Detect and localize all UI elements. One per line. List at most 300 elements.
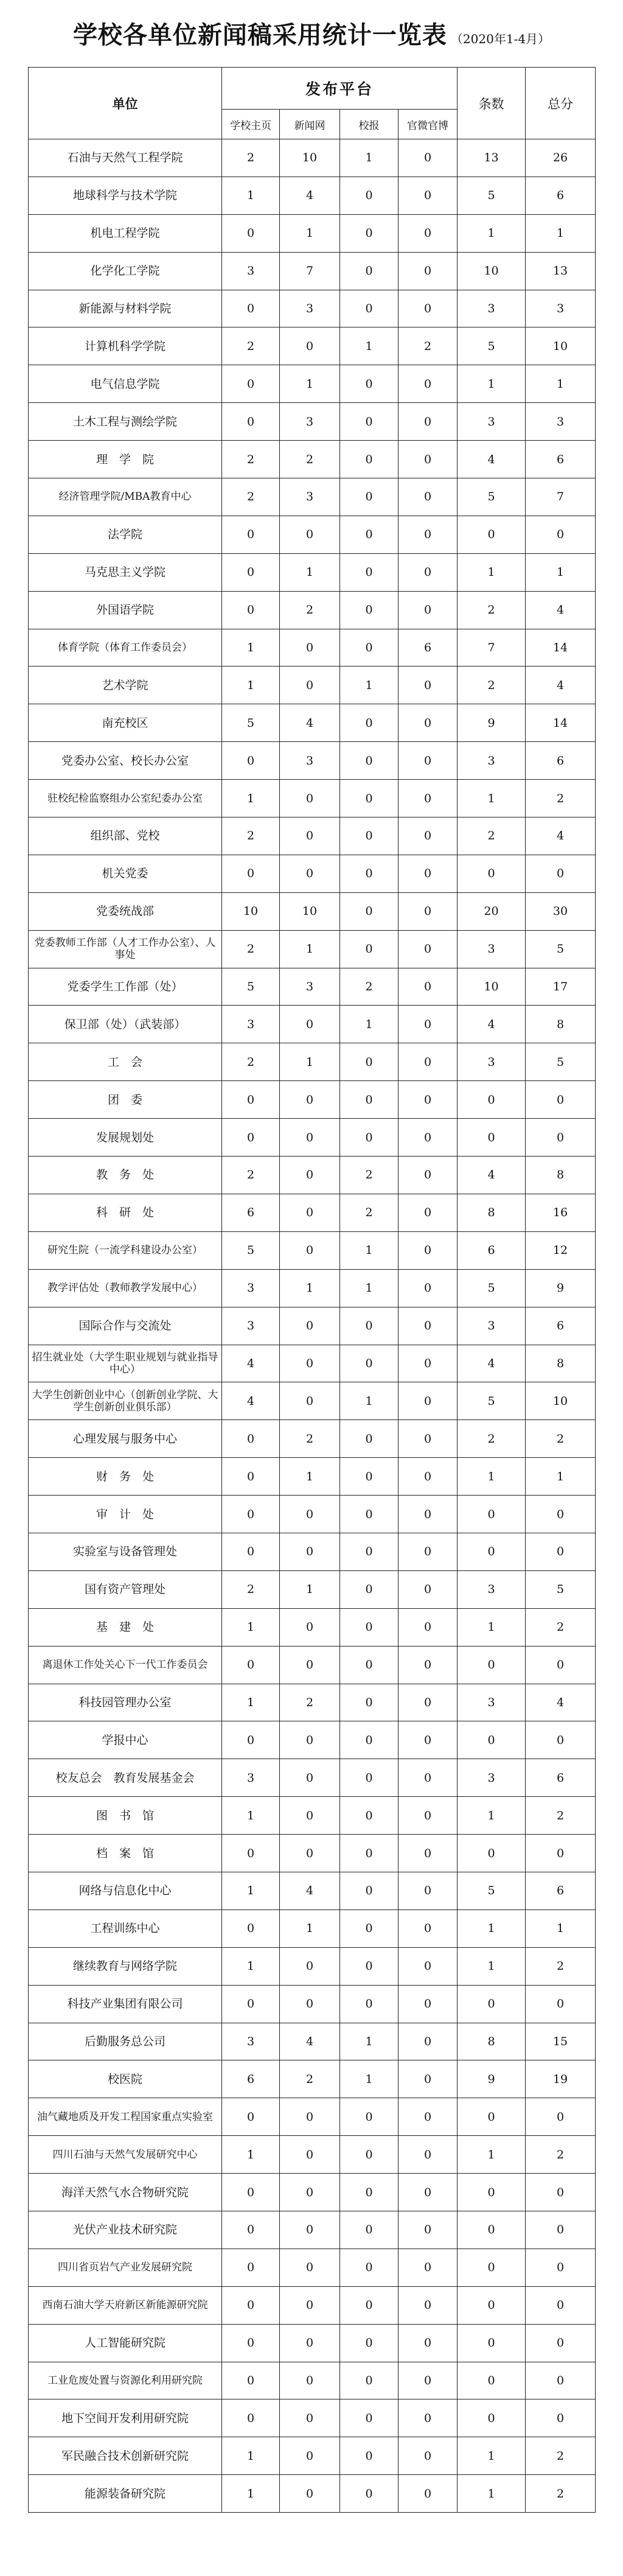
cell-count: 13 bbox=[458, 139, 526, 177]
cell-unit: 财 务 处 bbox=[29, 1458, 222, 1496]
cell-newsweb: 0 bbox=[280, 2286, 340, 2324]
cell-paper: 0 bbox=[340, 2475, 399, 2513]
cell-score: 0 bbox=[526, 1985, 596, 2023]
cell-score: 1 bbox=[526, 1458, 596, 1496]
cell-score: 14 bbox=[526, 704, 596, 742]
cell-homepage: 1 bbox=[222, 2475, 280, 2513]
cell-unit: 发展规划处 bbox=[29, 1119, 222, 1157]
cell-score: 2 bbox=[526, 1420, 596, 1458]
cell-score: 10 bbox=[526, 327, 596, 365]
cell-newsweb: 4 bbox=[280, 704, 340, 742]
cell-homepage: 0 bbox=[222, 2249, 280, 2286]
cell-homepage: 6 bbox=[222, 1194, 280, 1231]
cell-score: 1 bbox=[526, 365, 596, 403]
cell-count: 20 bbox=[458, 892, 526, 930]
cell-paper: 0 bbox=[340, 1872, 399, 1909]
cell-count: 5 bbox=[458, 1269, 526, 1307]
cell-count: 5 bbox=[458, 1872, 526, 1909]
cell-newsweb: 1 bbox=[280, 1909, 340, 1947]
cell-weibo: 0 bbox=[399, 214, 458, 252]
cell-score: 0 bbox=[526, 1119, 596, 1157]
cell-newsweb: 0 bbox=[280, 1496, 340, 1533]
cell-newsweb: 0 bbox=[280, 1797, 340, 1835]
cell-score: 6 bbox=[526, 1872, 596, 1909]
cell-count: 1 bbox=[458, 553, 526, 591]
cell-weibo: 0 bbox=[399, 1608, 458, 1646]
cell-newsweb: 0 bbox=[280, 1608, 340, 1646]
cell-unit: 海洋天然气水合物研究院 bbox=[29, 2174, 222, 2211]
cell-homepage: 3 bbox=[222, 1307, 280, 1345]
table-row bbox=[29, 2249, 596, 2286]
cell-count: 0 bbox=[458, 2286, 526, 2324]
cell-count: 4 bbox=[458, 1157, 526, 1194]
cell-weibo: 0 bbox=[399, 1081, 458, 1119]
cell-homepage: 0 bbox=[222, 1081, 280, 1119]
cell-score: 4 bbox=[526, 591, 596, 629]
cell-weibo: 0 bbox=[399, 403, 458, 441]
cell-count: 4 bbox=[458, 1006, 526, 1043]
cell-count: 2 bbox=[458, 817, 526, 855]
cell-paper: 1 bbox=[340, 1269, 399, 1307]
table-row bbox=[29, 1458, 596, 1496]
cell-homepage: 1 bbox=[222, 780, 280, 817]
cell-homepage: 1 bbox=[222, 1608, 280, 1646]
cell-paper: 0 bbox=[340, 441, 399, 478]
cell-paper: 1 bbox=[340, 1382, 399, 1420]
cell-homepage: 3 bbox=[222, 1269, 280, 1307]
cell-paper: 0 bbox=[340, 1420, 399, 1458]
cell-unit: 心理发展与服务中心 bbox=[29, 1420, 222, 1458]
cell-homepage: 0 bbox=[222, 1420, 280, 1458]
cell-weibo: 0 bbox=[399, 968, 458, 1006]
cell-paper: 1 bbox=[340, 2060, 399, 2098]
cell-paper: 0 bbox=[340, 1119, 399, 1157]
cell-count: 1 bbox=[458, 2136, 526, 2174]
table-row bbox=[29, 2023, 596, 2060]
cell-newsweb: 3 bbox=[280, 968, 340, 1006]
cell-unit: 艺术学院 bbox=[29, 667, 222, 704]
cell-weibo: 0 bbox=[399, 1797, 458, 1835]
cell-weibo: 0 bbox=[399, 1157, 458, 1194]
table-row bbox=[29, 177, 596, 214]
table-row bbox=[29, 1835, 596, 1872]
cell-weibo: 0 bbox=[399, 1570, 458, 1608]
table-row bbox=[29, 1570, 596, 1608]
cell-unit: 机电工程学院 bbox=[29, 214, 222, 252]
cell-weibo: 0 bbox=[399, 1909, 458, 1947]
cell-count: 9 bbox=[458, 2060, 526, 2098]
table-row bbox=[29, 2475, 596, 2513]
table-row bbox=[29, 441, 596, 478]
cell-score: 8 bbox=[526, 1006, 596, 1043]
cell-score: 5 bbox=[526, 1043, 596, 1081]
cell-newsweb: 0 bbox=[280, 1985, 340, 2023]
cell-count: 1 bbox=[458, 1797, 526, 1835]
cell-weibo: 0 bbox=[399, 553, 458, 591]
cell-count: 10 bbox=[458, 252, 526, 290]
cell-homepage: 1 bbox=[222, 177, 280, 214]
cell-homepage: 1 bbox=[222, 1947, 280, 1985]
cell-paper: 0 bbox=[340, 1345, 399, 1382]
cell-count: 0 bbox=[458, 855, 526, 892]
cell-paper: 2 bbox=[340, 968, 399, 1006]
cell-homepage: 6 bbox=[222, 2060, 280, 2098]
cell-newsweb: 0 bbox=[280, 1006, 340, 1043]
cell-score: 4 bbox=[526, 667, 596, 704]
cell-score: 6 bbox=[526, 1307, 596, 1345]
cell-paper: 0 bbox=[340, 1496, 399, 1533]
cell-weibo: 0 bbox=[399, 1269, 458, 1307]
cell-score: 1 bbox=[526, 214, 596, 252]
header-unit: 单位 bbox=[29, 68, 222, 139]
cell-paper: 0 bbox=[340, 1759, 399, 1797]
cell-weibo: 0 bbox=[399, 1458, 458, 1496]
cell-unit: 校医院 bbox=[29, 2060, 222, 2098]
cell-score: 6 bbox=[526, 441, 596, 478]
cell-unit: 工 会 bbox=[29, 1043, 222, 1081]
cell-count: 4 bbox=[458, 441, 526, 478]
cell-count: 8 bbox=[458, 2023, 526, 2060]
cell-weibo: 0 bbox=[399, 2023, 458, 2060]
cell-count: 0 bbox=[458, 516, 526, 553]
cell-homepage: 0 bbox=[222, 1119, 280, 1157]
cell-count: 3 bbox=[458, 742, 526, 780]
cell-newsweb: 7 bbox=[280, 252, 340, 290]
table-row bbox=[29, 1345, 596, 1382]
cell-weibo: 0 bbox=[399, 2362, 458, 2399]
cell-newsweb: 0 bbox=[280, 817, 340, 855]
cell-paper: 0 bbox=[340, 2286, 399, 2324]
cell-paper: 0 bbox=[340, 365, 399, 403]
table-row bbox=[29, 1947, 596, 1985]
cell-paper: 1 bbox=[340, 139, 399, 177]
table-row bbox=[29, 214, 596, 252]
cell-count: 1 bbox=[458, 2437, 526, 2475]
cell-newsweb: 0 bbox=[280, 1947, 340, 1985]
cell-paper: 0 bbox=[340, 214, 399, 252]
cell-count: 0 bbox=[458, 1496, 526, 1533]
cell-homepage: 0 bbox=[222, 1496, 280, 1533]
cell-count: 0 bbox=[458, 1119, 526, 1157]
cell-homepage: 0 bbox=[222, 2174, 280, 2211]
cell-homepage: 0 bbox=[222, 1533, 280, 1570]
table-row bbox=[29, 817, 596, 855]
cell-unit: 大学生创新创业中心（创新创业学院、大学生创新创业俱乐部） bbox=[29, 1382, 222, 1420]
cell-count: 1 bbox=[458, 365, 526, 403]
table-row bbox=[29, 855, 596, 892]
cell-unit: 外国语学院 bbox=[29, 591, 222, 629]
cell-score: 0 bbox=[526, 2399, 596, 2437]
cell-unit: 党委学生工作部（处） bbox=[29, 968, 222, 1006]
cell-count: 0 bbox=[458, 2211, 526, 2249]
header-count: 条数 bbox=[458, 68, 526, 139]
cell-newsweb: 3 bbox=[280, 478, 340, 516]
cell-weibo: 0 bbox=[399, 1496, 458, 1533]
cell-score: 5 bbox=[526, 930, 596, 968]
cell-unit: 新能源与材料学院 bbox=[29, 290, 222, 327]
cell-newsweb: 10 bbox=[280, 139, 340, 177]
cell-newsweb: 1 bbox=[280, 1269, 340, 1307]
table-row bbox=[29, 2060, 596, 2098]
table-row bbox=[29, 1382, 596, 1420]
cell-newsweb: 0 bbox=[280, 2136, 340, 2174]
cell-weibo: 0 bbox=[399, 2324, 458, 2362]
cell-homepage: 0 bbox=[222, 2362, 280, 2399]
cell-score: 6 bbox=[526, 742, 596, 780]
cell-score: 2 bbox=[526, 780, 596, 817]
cell-count: 5 bbox=[458, 177, 526, 214]
cell-score: 0 bbox=[526, 2362, 596, 2399]
header-platform-group: 发布平台 bbox=[222, 68, 458, 110]
cell-newsweb: 2 bbox=[280, 1684, 340, 1721]
table-row bbox=[29, 1608, 596, 1646]
cell-score: 19 bbox=[526, 2060, 596, 2098]
cell-homepage: 0 bbox=[222, 1985, 280, 2023]
cell-count: 0 bbox=[458, 1835, 526, 1872]
table-row bbox=[29, 968, 596, 1006]
title-date-range: （2020年1-4月） bbox=[450, 32, 551, 46]
cell-unit: 国际合作与交流处 bbox=[29, 1307, 222, 1345]
cell-unit: 科 研 处 bbox=[29, 1194, 222, 1231]
cell-count: 2 bbox=[458, 1420, 526, 1458]
cell-score: 4 bbox=[526, 1684, 596, 1721]
cell-homepage: 3 bbox=[222, 252, 280, 290]
cell-newsweb: 0 bbox=[280, 1345, 340, 1382]
cell-unit: 基 建 处 bbox=[29, 1608, 222, 1646]
cell-paper: 0 bbox=[340, 2362, 399, 2399]
cell-newsweb: 1 bbox=[280, 1458, 340, 1496]
cell-homepage: 4 bbox=[222, 1382, 280, 1420]
cell-paper: 0 bbox=[340, 1684, 399, 1721]
cell-homepage: 10 bbox=[222, 892, 280, 930]
table-row bbox=[29, 2211, 596, 2249]
cell-unit: 研究生院（一流学科建设办公室） bbox=[29, 1231, 222, 1269]
cell-score: 0 bbox=[526, 2098, 596, 2136]
cell-paper: 0 bbox=[340, 1835, 399, 1872]
table-row bbox=[29, 1909, 596, 1947]
cell-score: 9 bbox=[526, 1269, 596, 1307]
cell-homepage: 2 bbox=[222, 478, 280, 516]
cell-score: 12 bbox=[526, 1231, 596, 1269]
cell-count: 1 bbox=[458, 2475, 526, 2513]
table-row bbox=[29, 403, 596, 441]
cell-unit: 学报中心 bbox=[29, 1721, 222, 1759]
cell-newsweb: 2 bbox=[280, 591, 340, 629]
cell-count: 1 bbox=[458, 1608, 526, 1646]
cell-newsweb: 0 bbox=[280, 1382, 340, 1420]
cell-count: 6 bbox=[458, 1231, 526, 1269]
cell-score: 4 bbox=[526, 817, 596, 855]
cell-paper: 0 bbox=[340, 1081, 399, 1119]
header-platform-homepage: 学校主页 bbox=[222, 110, 280, 139]
cell-newsweb: 2 bbox=[280, 441, 340, 478]
cell-weibo: 0 bbox=[399, 2098, 458, 2136]
cell-unit: 校友总会 教育发展基金会 bbox=[29, 1759, 222, 1797]
cell-newsweb: 0 bbox=[280, 629, 340, 667]
cell-unit: 工业危废处置与资源化利用研究院 bbox=[29, 2362, 222, 2399]
cell-score: 0 bbox=[526, 1533, 596, 1570]
cell-paper: 0 bbox=[340, 2174, 399, 2211]
cell-paper: 0 bbox=[340, 1909, 399, 1947]
cell-score: 13 bbox=[526, 252, 596, 290]
cell-homepage: 2 bbox=[222, 817, 280, 855]
cell-count: 0 bbox=[458, 2249, 526, 2286]
cell-unit: 科技园管理办公室 bbox=[29, 1684, 222, 1721]
cell-unit: 能源装备研究院 bbox=[29, 2475, 222, 2513]
table-row bbox=[29, 742, 596, 780]
cell-count: 3 bbox=[458, 1043, 526, 1081]
cell-newsweb: 0 bbox=[280, 1646, 340, 1684]
table-row bbox=[29, 1533, 596, 1570]
cell-unit: 教 务 处 bbox=[29, 1157, 222, 1194]
cell-score: 1 bbox=[526, 553, 596, 591]
cell-paper: 0 bbox=[340, 1307, 399, 1345]
cell-count: 7 bbox=[458, 629, 526, 667]
cell-weibo: 0 bbox=[399, 591, 458, 629]
header-platform-paper: 校报 bbox=[340, 110, 399, 139]
cell-weibo: 0 bbox=[399, 1382, 458, 1420]
cell-unit: 地下空间开发利用研究院 bbox=[29, 2399, 222, 2437]
cell-unit: 油气藏地质及开发工程国家重点实验室 bbox=[29, 2098, 222, 2136]
table-row bbox=[29, 2362, 596, 2399]
cell-paper: 0 bbox=[340, 252, 399, 290]
cell-weibo: 0 bbox=[399, 1721, 458, 1759]
cell-unit: 档 案 馆 bbox=[29, 1835, 222, 1872]
cell-unit: 网络与信息化中心 bbox=[29, 1872, 222, 1909]
table-row bbox=[29, 1684, 596, 1721]
cell-newsweb: 0 bbox=[280, 2399, 340, 2437]
cell-paper: 0 bbox=[340, 2211, 399, 2249]
table-row bbox=[29, 1119, 596, 1157]
cell-newsweb: 0 bbox=[280, 1307, 340, 1345]
cell-newsweb: 1 bbox=[280, 1570, 340, 1608]
cell-weibo: 0 bbox=[399, 1420, 458, 1458]
cell-count: 0 bbox=[458, 1721, 526, 1759]
cell-paper: 2 bbox=[340, 1157, 399, 1194]
cell-score: 0 bbox=[526, 1646, 596, 1684]
cell-weibo: 0 bbox=[399, 2475, 458, 2513]
cell-paper: 0 bbox=[340, 1797, 399, 1835]
cell-homepage: 0 bbox=[222, 1458, 280, 1496]
cell-paper: 0 bbox=[340, 2399, 399, 2437]
table-row bbox=[29, 1721, 596, 1759]
cell-homepage: 2 bbox=[222, 441, 280, 478]
cell-score: 2 bbox=[526, 2475, 596, 2513]
table-row bbox=[29, 2136, 596, 2174]
cell-homepage: 0 bbox=[222, 2211, 280, 2249]
table-row bbox=[29, 2437, 596, 2475]
cell-paper: 0 bbox=[340, 2249, 399, 2286]
cell-homepage: 2 bbox=[222, 1043, 280, 1081]
cell-unit: 土木工程与测绘学院 bbox=[29, 403, 222, 441]
table-row bbox=[29, 553, 596, 591]
cell-paper: 0 bbox=[340, 516, 399, 553]
cell-unit: 石油与天然气工程学院 bbox=[29, 139, 222, 177]
cell-weibo: 0 bbox=[399, 780, 458, 817]
cell-paper: 1 bbox=[340, 1006, 399, 1043]
table-row bbox=[29, 1646, 596, 1684]
cell-weibo: 0 bbox=[399, 441, 458, 478]
cell-paper: 2 bbox=[340, 1194, 399, 1231]
cell-newsweb: 10 bbox=[280, 892, 340, 930]
cell-newsweb: 1 bbox=[280, 214, 340, 252]
cell-unit: 机关党委 bbox=[29, 855, 222, 892]
cell-weibo: 0 bbox=[399, 1194, 458, 1231]
cell-weibo: 0 bbox=[399, 1759, 458, 1797]
cell-unit: 后勤服务总公司 bbox=[29, 2023, 222, 2060]
cell-homepage: 0 bbox=[222, 1646, 280, 1684]
table-row bbox=[29, 1043, 596, 1081]
cell-homepage: 0 bbox=[222, 2399, 280, 2437]
cell-homepage: 0 bbox=[222, 855, 280, 892]
cell-count: 0 bbox=[458, 1646, 526, 1684]
cell-paper: 0 bbox=[340, 855, 399, 892]
cell-paper: 1 bbox=[340, 1231, 399, 1269]
cell-homepage: 0 bbox=[222, 553, 280, 591]
cell-score: 26 bbox=[526, 139, 596, 177]
cell-newsweb: 0 bbox=[280, 2098, 340, 2136]
table-row bbox=[29, 2174, 596, 2211]
cell-newsweb: 3 bbox=[280, 290, 340, 327]
header-platform-newsweb: 新闻网 bbox=[280, 110, 340, 139]
cell-count: 1 bbox=[458, 1947, 526, 1985]
table-row bbox=[29, 2286, 596, 2324]
cell-newsweb: 0 bbox=[280, 1194, 340, 1231]
title-main: 学校各单位新闻稿采用统计一览表 bbox=[72, 21, 447, 49]
cell-count: 4 bbox=[458, 1345, 526, 1382]
cell-homepage: 1 bbox=[222, 629, 280, 667]
cell-weibo: 0 bbox=[399, 1947, 458, 1985]
cell-weibo: 0 bbox=[399, 2249, 458, 2286]
cell-homepage: 0 bbox=[222, 1721, 280, 1759]
cell-unit: 教学评估处（教师教学发展中心） bbox=[29, 1269, 222, 1307]
cell-count: 5 bbox=[458, 327, 526, 365]
table-row bbox=[29, 1797, 596, 1835]
cell-unit: 军民融合技术创新研究院 bbox=[29, 2437, 222, 2475]
cell-homepage: 0 bbox=[222, 742, 280, 780]
cell-unit: 驻校纪检监察组办公室纪委办公室 bbox=[29, 780, 222, 817]
cell-unit: 电气信息学院 bbox=[29, 365, 222, 403]
cell-weibo: 2 bbox=[399, 327, 458, 365]
cell-newsweb: 0 bbox=[280, 1119, 340, 1157]
cell-unit: 保卫部（处）（武装部） bbox=[29, 1006, 222, 1043]
cell-newsweb: 1 bbox=[280, 930, 340, 968]
cell-weibo: 0 bbox=[399, 1533, 458, 1570]
cell-newsweb: 0 bbox=[280, 780, 340, 817]
cell-homepage: 0 bbox=[222, 290, 280, 327]
table-row bbox=[29, 139, 596, 177]
cell-score: 0 bbox=[526, 1496, 596, 1533]
table-row bbox=[29, 252, 596, 290]
cell-count: 0 bbox=[458, 2098, 526, 2136]
cell-count: 0 bbox=[458, 2174, 526, 2211]
cell-weibo: 0 bbox=[399, 1646, 458, 1684]
cell-count: 3 bbox=[458, 1570, 526, 1608]
cell-weibo: 0 bbox=[399, 2174, 458, 2211]
statistics-table bbox=[28, 67, 596, 2513]
cell-weibo: 0 bbox=[399, 365, 458, 403]
cell-homepage: 3 bbox=[222, 1006, 280, 1043]
cell-count: 9 bbox=[458, 704, 526, 742]
cell-unit: 西南石油大学天府新区新能源研究院 bbox=[29, 2286, 222, 2324]
cell-paper: 0 bbox=[340, 1043, 399, 1081]
cell-paper: 0 bbox=[340, 403, 399, 441]
header-platform-weibo: 官微官博 bbox=[399, 110, 458, 139]
cell-count: 0 bbox=[458, 2362, 526, 2399]
cell-homepage: 5 bbox=[222, 1231, 280, 1269]
header-score: 总分 bbox=[526, 68, 596, 139]
cell-newsweb: 1 bbox=[280, 365, 340, 403]
